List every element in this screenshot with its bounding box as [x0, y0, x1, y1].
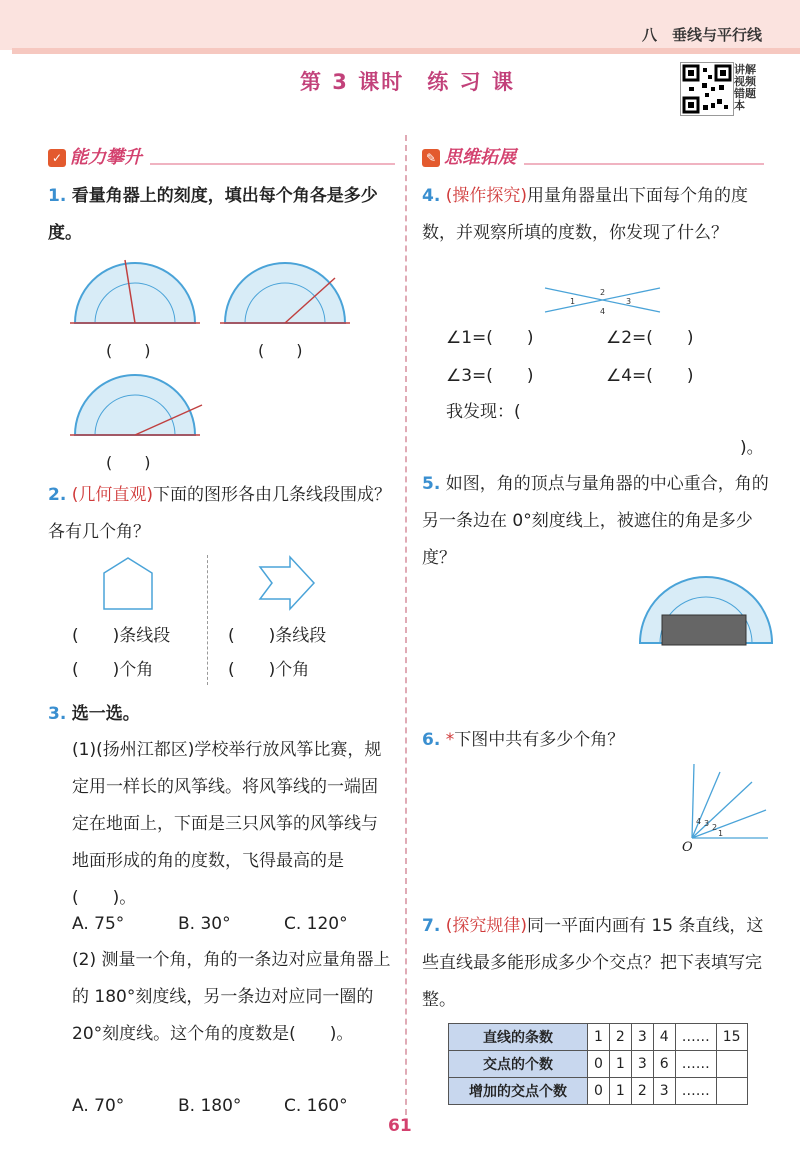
q4-discover-end: )。 [740, 438, 764, 458]
label-2: 2 [600, 288, 606, 297]
angle-label-3: 3 [704, 819, 710, 828]
q4-angle-2[interactable]: ∠2=( ) [606, 328, 694, 348]
protractor-1 [70, 258, 200, 328]
chapter-title: 八 垂线与平行线 [641, 26, 762, 44]
label-1: 1 [570, 297, 576, 306]
q4-angle-4[interactable]: ∠4=( ) [606, 366, 694, 386]
table-cell: 2 [631, 1078, 653, 1105]
angle-label-1: 1 [718, 829, 724, 838]
table-cell: 1 [609, 1051, 631, 1078]
table-cell: 3 [631, 1024, 653, 1051]
intersections-table [448, 1023, 748, 1105]
q3-p1-option-c[interactable]: C. 120° [284, 914, 348, 934]
q1-blank-3[interactable]: ( ) [106, 453, 151, 472]
ability-icon: ✓ [48, 149, 66, 167]
section-heading-left: ✓ 能力攀升 [48, 143, 142, 169]
table-cell-answer[interactable] [716, 1078, 747, 1105]
table-cell: …… [675, 1024, 716, 1051]
q4-angle-3[interactable]: ∠3=( ) [446, 366, 534, 386]
table-cell: 4 [653, 1024, 675, 1051]
section-underline-right [524, 163, 764, 165]
q2-left-angles[interactable]: ( )个角 [72, 660, 154, 680]
q2-right-angles[interactable]: ( )个角 [228, 660, 310, 680]
q3-p1-option-b[interactable]: B. 30° [178, 914, 231, 934]
arrow-shape [256, 555, 320, 613]
table-cell: 交点的个数 [449, 1051, 588, 1078]
q3-p2-option-a[interactable]: A. 70° [72, 1096, 125, 1116]
thinking-icon: ✎ [422, 149, 440, 167]
table-cell: 15 [716, 1024, 747, 1051]
q3-p2-option-b[interactable]: B. 180° [178, 1096, 242, 1116]
question-7: 7. (探究规律)同一平面内画有 15 条直线，这些直线最多能形成多少个交点？把下表填写完整。 [422, 916, 764, 1010]
table-row [449, 1078, 748, 1105]
question-5: 5. 如图，角的顶点与量角器的中心重合，角的另一条边在 0°刻度线上，被遮住的角是多少度？ [422, 474, 769, 568]
label-4: 4 [600, 307, 606, 316]
table-cell: 6 [653, 1051, 675, 1078]
q1-blank-1[interactable]: ( ) [106, 341, 151, 360]
qr-label: 讲解视频 错题本 [734, 63, 756, 112]
qr-code-icon[interactable] [680, 62, 734, 116]
table-cell: 0 [588, 1051, 610, 1078]
pentagon-shape [98, 555, 158, 613]
table-row [449, 1024, 748, 1051]
table-cell: …… [675, 1078, 716, 1105]
header-band [12, 48, 800, 54]
protractor-2 [220, 258, 350, 328]
angle-label-4: 4 [696, 817, 702, 826]
q3-p2-option-c[interactable]: C. 160° [284, 1096, 348, 1116]
table-cell: 增加的交点个数 [449, 1078, 588, 1105]
angles-figure [680, 762, 772, 852]
table-cell: 2 [609, 1024, 631, 1051]
table-cell: 1 [588, 1024, 610, 1051]
question-3-part-2: (2) 测量一个角，角的一条边对应量角器上的 180°刻度线，另一条边对应同一圈的 20°刻度线。这个角的度数是( )。 [72, 950, 391, 1044]
section-heading-right: ✎ 思维拓展 [422, 143, 516, 169]
column-divider [405, 135, 407, 1125]
q3-p1-option-a[interactable]: A. 75° [72, 914, 125, 934]
page-number: 61 [388, 1116, 412, 1136]
question-4: 4. (操作探究)用量角器量出下面每个角的度数，并观察所填的度数，你发现了什么？ [422, 186, 748, 243]
question-3-part-1: (1)(扬州江都区)学校举行放风筝比赛，规定用一样长的风筝线。将风筝线的一端固定在地面上，下面是三只风筝的风筝线与地面形成的角的度数，飞得最高的是( )。 [72, 740, 382, 908]
table-cell: 3 [631, 1051, 653, 1078]
question-6: 6. *下图中共有多少个角？ [422, 730, 625, 750]
q4-angle-1[interactable]: ∠1=( ) [446, 328, 534, 348]
crossing-lines-figure [540, 283, 665, 317]
table-cell-answer[interactable] [716, 1051, 747, 1078]
protractor-3 [70, 370, 210, 440]
q4-discover[interactable]: 我发现：( [446, 402, 521, 422]
q2-divider [207, 555, 208, 685]
table-cell: …… [675, 1051, 716, 1078]
q2-right-segments[interactable]: ( )条线段 [228, 626, 327, 646]
covered-protractor [636, 575, 776, 647]
q2-left-segments[interactable]: ( )条线段 [72, 626, 171, 646]
table-cell: 3 [653, 1078, 675, 1105]
section-underline-left [150, 163, 395, 165]
question-2: 2. (几何直观)下面的图形各由几条线段围成？各有几个角？ [48, 485, 391, 542]
question-1: 1. 看量角器上的刻度，填出每个角各是多少度。 [48, 186, 378, 243]
lesson-title: 第 3 课时 练 习 课 [300, 70, 515, 94]
angle-label-2: 2 [712, 823, 718, 832]
label-3: 3 [626, 297, 632, 306]
table-cell: 直线的条数 [449, 1024, 588, 1051]
question-3-title: 3. 选一选。 [48, 704, 140, 724]
q1-blank-2[interactable]: ( ) [258, 341, 303, 360]
table-row [449, 1051, 748, 1078]
origin-label: O [682, 840, 693, 852]
table-cell: 1 [609, 1078, 631, 1105]
table-cell: 0 [588, 1078, 610, 1105]
